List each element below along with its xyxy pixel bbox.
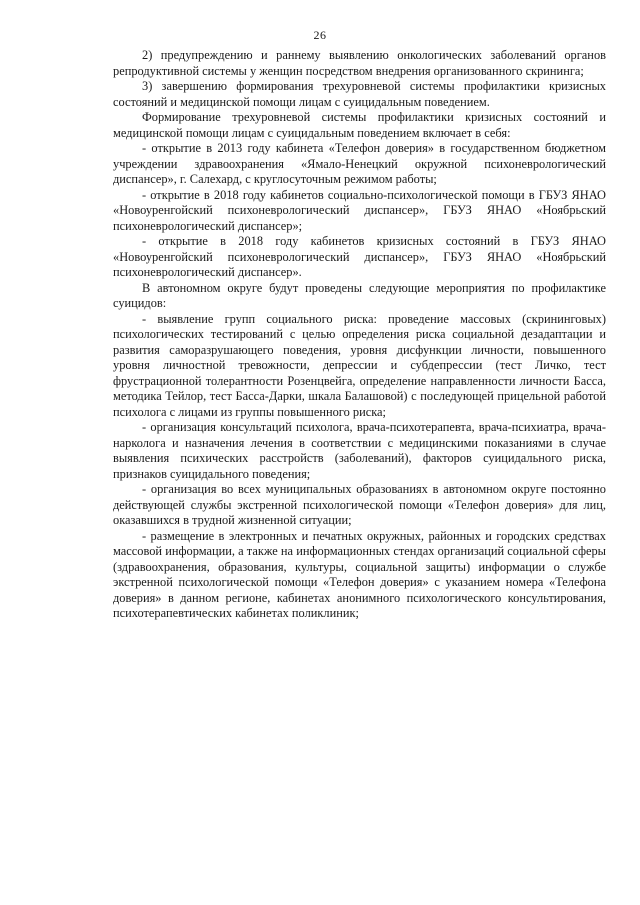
list-item-social-psych-2018: - открытие в 2018 году кабинетов социально-психологической помощи в ГБУЗ ЯНАО «Новоуренгойский психоневрологический диспансер», ГБУЗ ЯНАО «Ноябрьский психоневрологический диспансер»; bbox=[113, 187, 606, 233]
list-item-hotline-municipal: - организация во всех муниципальных образованиях в автономном округе постоянно действующей службы экстренной психологической помощи «Телефон доверия» для лиц, оказавшихся в трудной жизненной ситуации; bbox=[113, 482, 606, 527]
list-item-risk-groups: - выявление групп социального риска: проведение массовых (скрининговых) психологических тестирований с целью определения риска социальной дезадаптации и развития саморазрушающего поведения, уровня дисфункции личности, повышенного уровня личностной тревожности, депрессии и субдепрессии (тест Личко, тест фрустрационной толерантности Розенцвейга, определение направленности личности Басса, методика Тейлор, тест Басса-Дарки, шкала Балашовой) с последующей прицельной работой психолога с лицами из группы повышенного риска; bbox=[113, 311, 606, 419]
list-item-crisis-rooms-2018: - открытие в 2018 году кабинетов кризисных состояний в ГБУЗ ЯНАО «Новоуренгойский психоневрологический диспансер», ГБУЗ ЯНАО «Ноябрьский психоневрологический диспансер». bbox=[113, 234, 606, 279]
paragraph-item-2: 2) предупреждению и раннему выявлению онкологических заболеваний органов репродуктивной системы у женщин посредством внедрения организованного скрининга; bbox=[113, 48, 606, 78]
paragraph-item-3: 3) завершению формирования трехуровневой системы профилактики кризисных состояний и медицинской помощи лицам с суицидальным поведением. bbox=[113, 79, 606, 109]
list-item-media-placement: - размещение в электронных и печатных окружных, районных и городских средствах массовой информации, а также на информационных стендах организаций социальной сферы (здравоохранения, образования, культуры, социальной защиты) информации о службе экстренной психологической помощи «Телефон доверия» с указанием номера «Телефона доверия» в данном регионе, кабинетах анонимного психологического консультирования, психотерапевтических кабинетах поликлиник; bbox=[113, 528, 606, 620]
paragraph-system-intro: Формирование трехуровневой системы профилактики кризисных состояний и медицинской помощи лицам с суицидальным поведением включает в себя: bbox=[113, 110, 606, 140]
page-number: 26 bbox=[313, 28, 327, 42]
list-item-hotline-2013: - открытие в 2013 году кабинета «Телефон доверия» в государственном бюджетном учреждении здравоохранения «Ямало-Ненецкий окружной психоневрологический диспансер», г. Салехард, с круглосуточным режимом работы; bbox=[113, 141, 606, 186]
list-item-consultations: - организация консультаций психолога, врача-психотерапевта, врача-психиатра, врача-нарколога и назначения лечения в соответствии с медицинскими показаниями в случае выявления психических расстройств (заболеваний), факторов суицидального риска, признаков суицидального поведения; bbox=[113, 420, 606, 481]
paragraph-measures-intro: В автономном округе будут проведены следующие мероприятия по профилактике суицидов: bbox=[113, 280, 606, 310]
document-body bbox=[113, 48, 606, 622]
